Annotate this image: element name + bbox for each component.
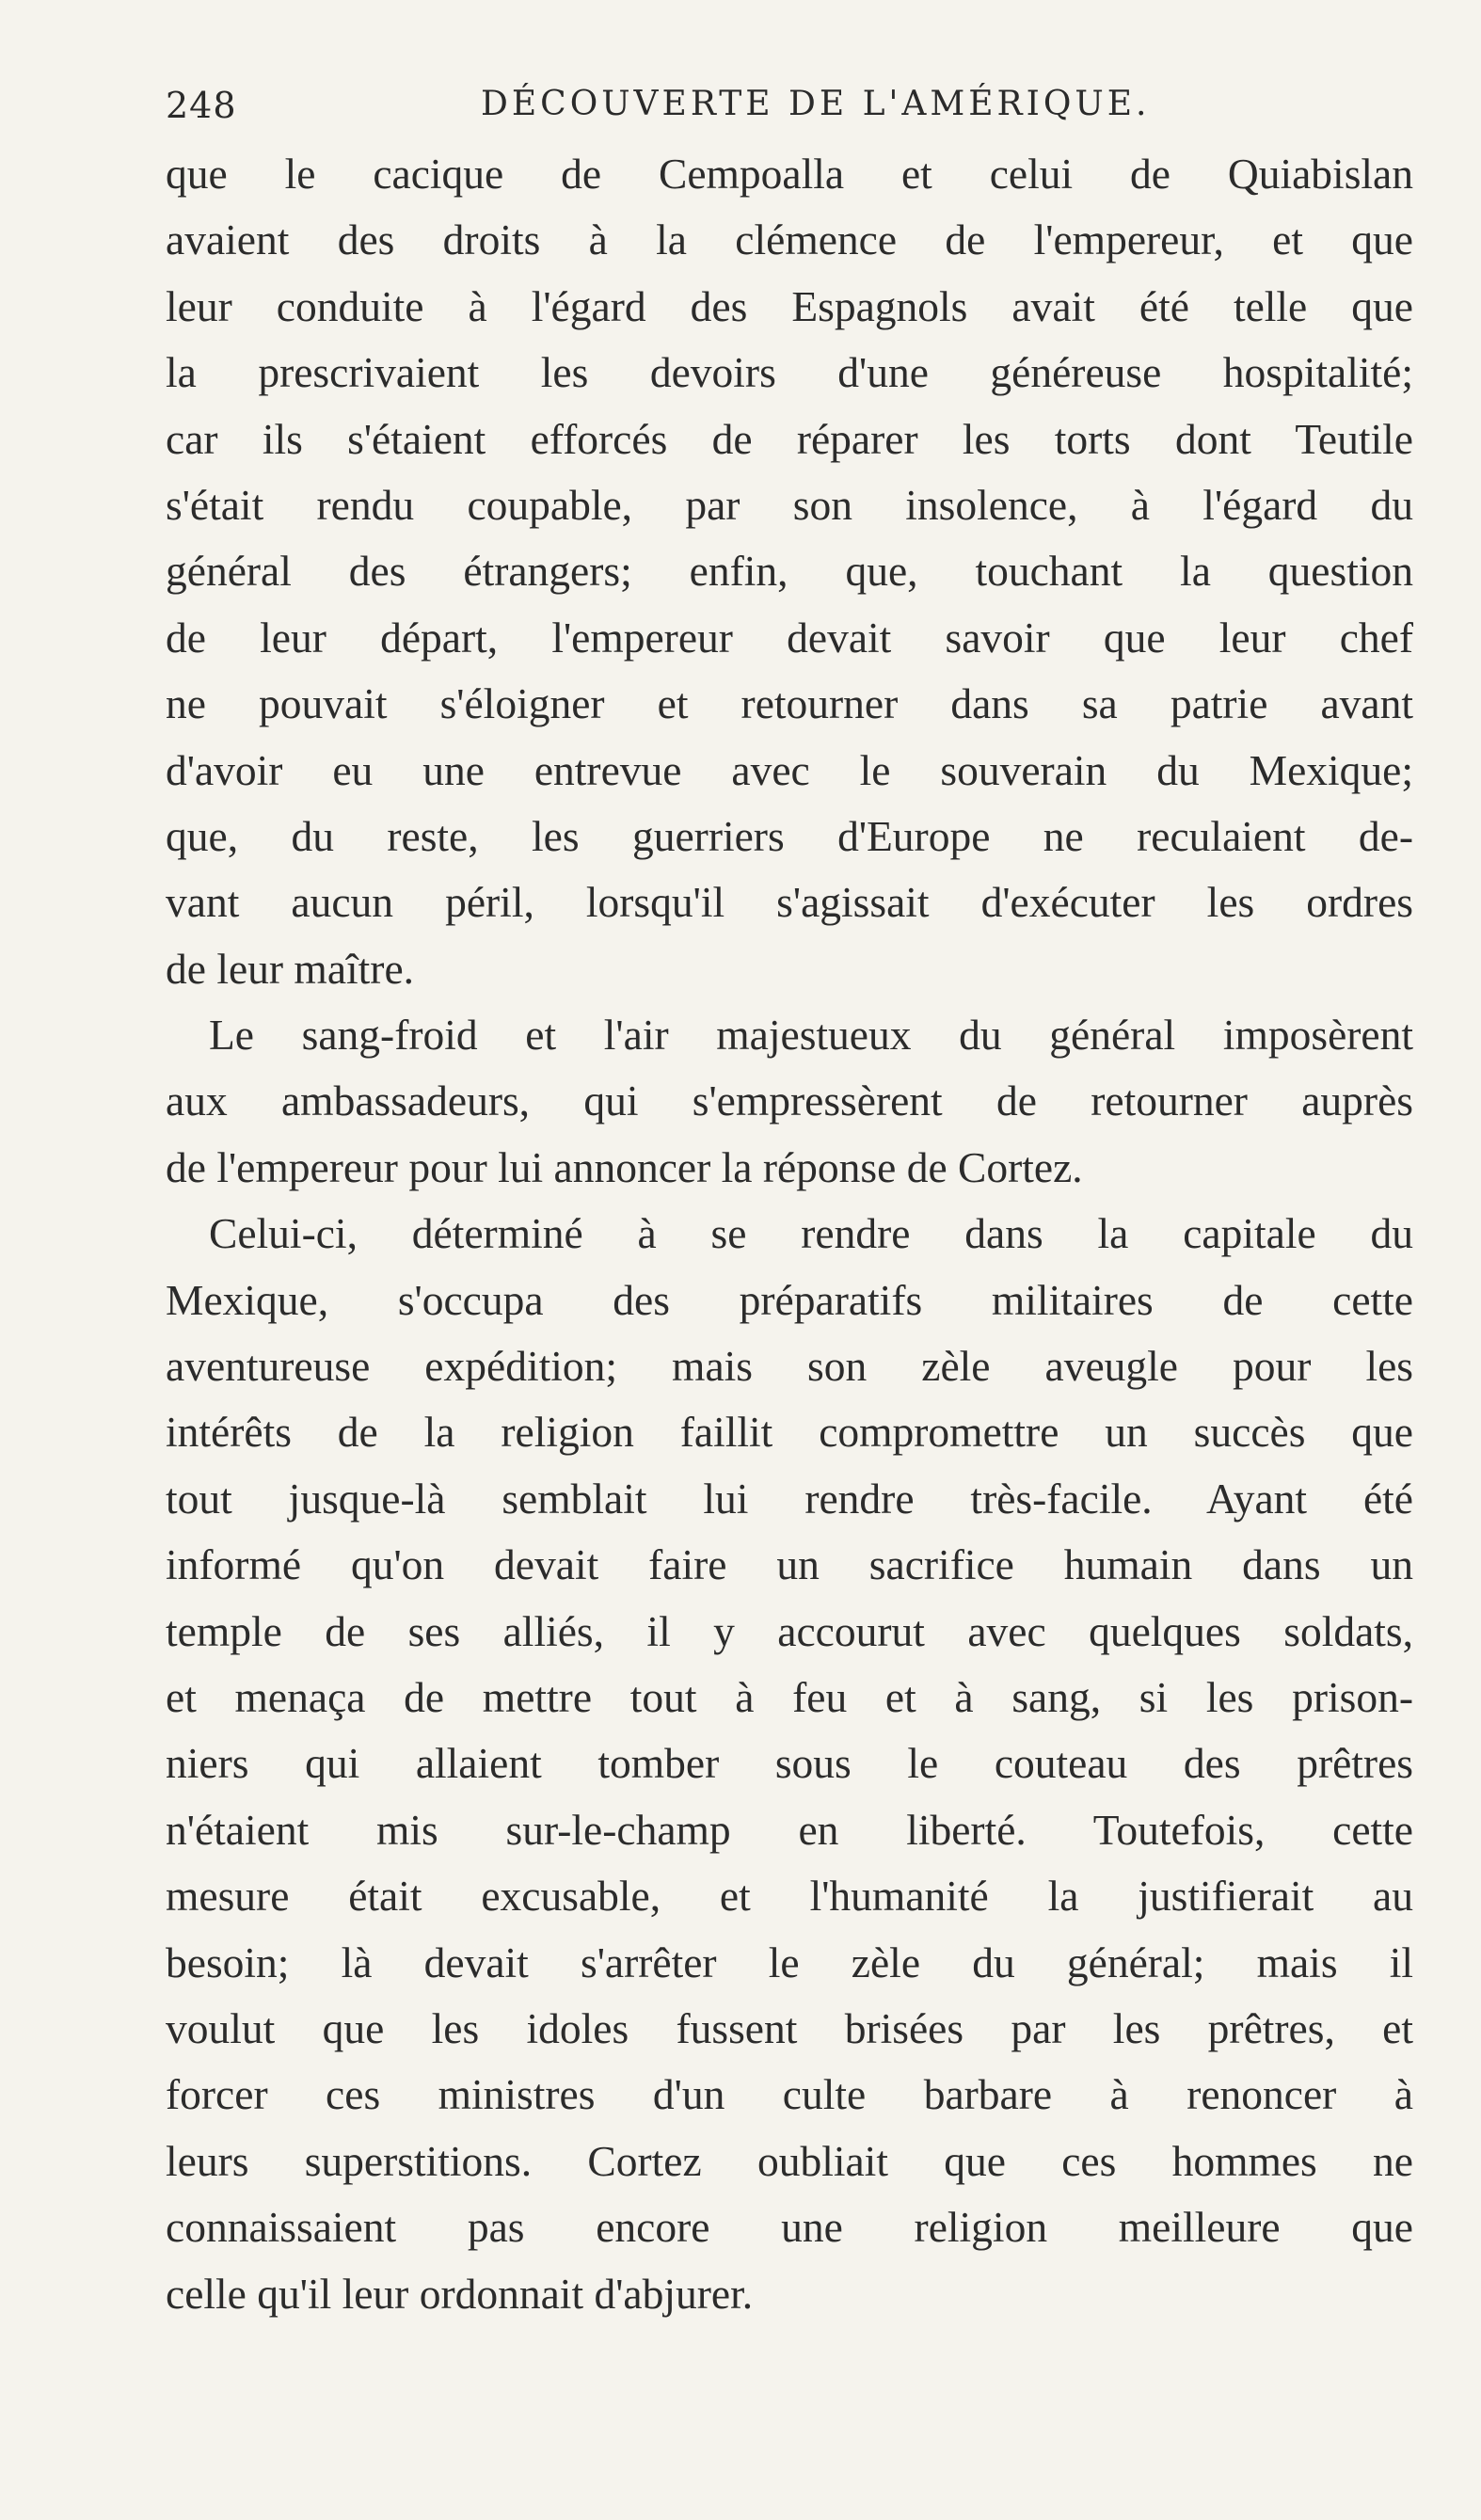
- text-line: besoin; là devait s'arrêter le zèle du général; mais il: [166, 1938, 1413, 1986]
- text-line: tout jusque-là semblait lui rendre très-facile. Ayant été: [166, 1474, 1413, 1523]
- text-line: mesure était excusable, et l'humanité la justifierait au: [166, 1872, 1413, 1921]
- text-line: Mexique, s'occupa des préparatifs militaires de cette: [166, 1275, 1413, 1324]
- text-line: Celui-ci, déterminé à se rendre dans la capitale du: [209, 1209, 1413, 1258]
- text-line: que le cacique de Cempoalla et celui de Quiabislan: [166, 150, 1413, 198]
- page-number: 248: [166, 85, 237, 126]
- text-line: la prescrivaient les devoirs d'une généreuse hospitalité;: [166, 348, 1413, 397]
- text-line: temple de ses alliés, il y accourut avec quelques soldats,: [166, 1606, 1413, 1655]
- text-line: leurs superstitions. Cortez oubliait que ces hommes ne: [166, 2136, 1413, 2185]
- text-line: d'avoir eu une entrevue avec le souverain du Mexique;: [166, 745, 1413, 794]
- text-line: ne pouvait s'éloigner et retourner dans sa patrie avant: [166, 679, 1413, 728]
- text-line: informé qu'on devait faire un sacrifice humain dans un: [166, 1540, 1413, 1589]
- text-line: connaissaient pas encore une religion meilleure que: [166, 2203, 1413, 2252]
- text-line: s'était rendu coupable, par son insolence, à l'égard du: [166, 480, 1413, 529]
- text-line: général des étrangers; enfin, que, touchant la question: [166, 547, 1413, 596]
- text-line: aux ambassadeurs, qui s'empressèrent de retourner auprès: [166, 1077, 1413, 1125]
- text-line: de leur maître.: [166, 944, 415, 993]
- text-line: aventureuse expédition; mais son zèle aveugle pour les: [166, 1342, 1413, 1391]
- text-line: leur conduite à l'égard des Espagnols avait été telle que: [166, 281, 1413, 330]
- running-title: DÉCOUVERTE DE L'AMÉRIQUE.: [481, 85, 1151, 123]
- text-line: car ils s'étaient efforcés de réparer les torts dont Teutile: [166, 414, 1413, 463]
- running-head: [166, 85, 1413, 137]
- text-line: que, du reste, les guerriers d'Europe ne reculaient de-: [166, 811, 1413, 860]
- text-line: vant aucun péril, lorsqu'il s'agissait d'exécuter les ordres: [166, 878, 1413, 927]
- text-line: niers qui allaient tomber sous le couteau des prêtres: [166, 1739, 1413, 1788]
- text-line: n'étaient mis sur-le-champ en liberté. Toutefois, cette: [166, 1805, 1413, 1854]
- text-line: forcer ces ministres d'un culte barbare à renoncer à: [166, 2070, 1413, 2119]
- text-line: celle qu'il leur ordonnait d'abjurer.: [166, 2269, 754, 2318]
- text-line: intérêts de la religion faillit compromettre un succès que: [166, 1408, 1413, 1457]
- text-line: et menaça de mettre tout à feu et à sang, si les prison-: [166, 1672, 1413, 1721]
- text-line: de leur départ, l'empereur devait savoir que leur chef: [166, 613, 1413, 662]
- body-text: [166, 141, 1413, 2327]
- text-line: avaient des droits à la clémence de l'empereur, et que: [166, 215, 1413, 264]
- text-line: Le sang-froid et l'air majestueux du général imposèrent: [209, 1011, 1413, 1060]
- text-line: de l'empereur pour lui annoncer la réponse de Cortez.: [166, 1142, 1083, 1191]
- text-line: voulut que les idoles fussent brisées par les prêtres, et: [166, 2003, 1413, 2052]
